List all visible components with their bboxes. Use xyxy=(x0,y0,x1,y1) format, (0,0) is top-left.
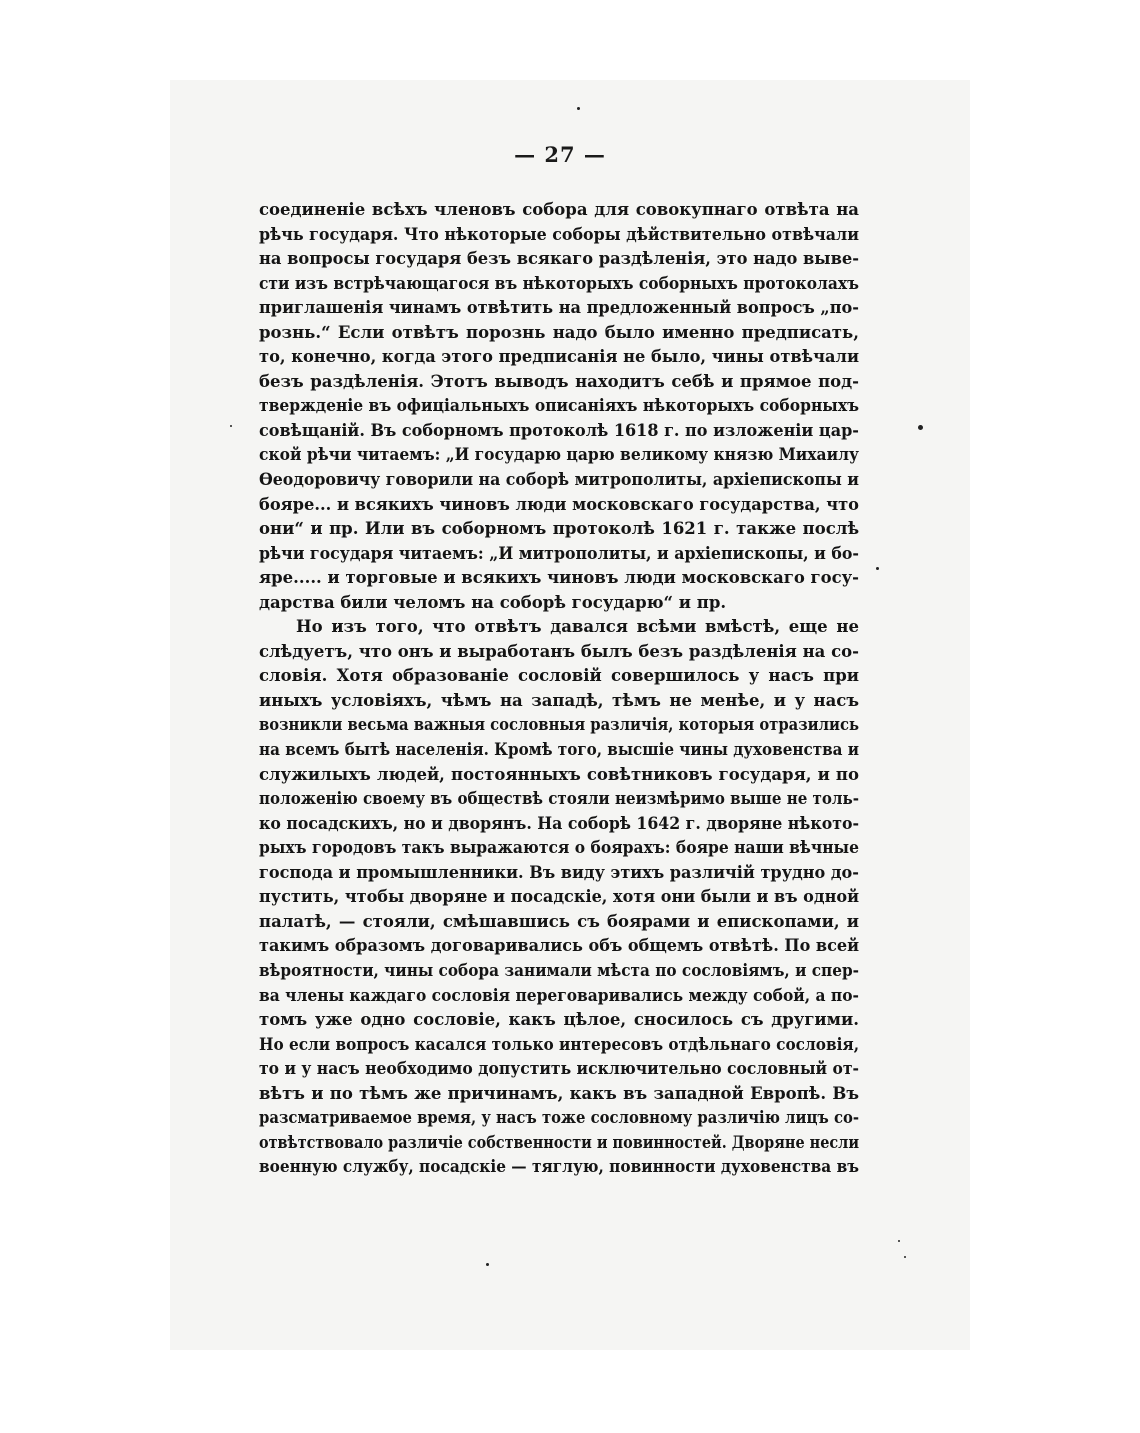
text-line: положенію своему въ обществѣ стояли неизмѣримо выше не толь- xyxy=(259,789,860,809)
body-text xyxy=(259,198,859,1180)
text-line: отвѣтствовало различіе собственности и повинностей. Дворяне несли xyxy=(259,1132,860,1152)
page-number: — 27 — xyxy=(514,142,606,167)
text-line: господа и промышленники. Въ виду этихъ различій трудно до- xyxy=(259,862,859,882)
text-line: сти изъ встрѣчающагося въ нѣкоторыхъ соборныхъ протоколахъ xyxy=(259,273,860,293)
text-line: ской рѣчи читаемъ: „И государю царю великому князю Михаилу xyxy=(259,445,859,465)
text-line: совѣщаній. Въ соборномъ протоколѣ 1618 г. по изложеніи цар- xyxy=(259,420,859,440)
text-line: рыхъ городовъ такъ выражаются о боярахъ: бояре наши вѣчные xyxy=(259,838,859,858)
text-line: такимъ образомъ договаривались объ общемъ отвѣтѣ. По всей xyxy=(259,936,859,956)
text-line: яре..... и торговые и всякихъ чиновъ люди московскаго госу- xyxy=(259,568,859,588)
text-line: словія. Хотя образованіе сословій совершилось у насъ при xyxy=(259,666,859,686)
text-line: вѣтъ и по тѣмъ же причинамъ, какъ въ западной Европѣ. Въ xyxy=(259,1083,859,1103)
text-line: рознь.“ Если отвѣтъ порознь надо было именно предписать, xyxy=(259,322,859,342)
text-line: Ѳеодоровичу говорили на соборѣ митрополиты, архіепископы и xyxy=(259,470,859,490)
scan-speck xyxy=(904,1256,906,1258)
scan-speck xyxy=(876,567,879,570)
scan-speck xyxy=(898,1240,900,1242)
text-line: Но если вопросъ касался только интересовъ отдѣльнаго сословія, xyxy=(259,1034,860,1054)
text-line: то, конечно, когда этого предписанія не было, чины отвѣчали xyxy=(259,347,860,367)
text-line: то и у насъ необходимо допустить исключительно сословный от- xyxy=(259,1059,860,1079)
text-line: слѣдуетъ, что онъ и выработанъ былъ безъ раздѣленія на со- xyxy=(259,641,860,661)
text-line: Но изъ того, что отвѣтъ давался всѣми вмѣстѣ, еще не xyxy=(296,617,859,637)
text-line: палатѣ, — стояли, смѣшавшись съ боярами и епископами, и xyxy=(259,911,860,931)
text-line: на всемъ бытѣ населенія. Кромѣ того, высшіе чины духовенства и xyxy=(259,740,859,760)
scan-speck xyxy=(918,425,923,430)
text-line: на вопросы государя безъ всякаго раздѣленія, это надо выве- xyxy=(259,249,860,269)
text-line: бояре... и всякихъ чиновъ люди московскаго государства, что xyxy=(259,494,859,514)
text-line: соединеніе всѣхъ членовъ собора для совокупнаго отвѣта на xyxy=(259,200,859,219)
text-line: ва члены каждаго сословія переговаривались между собой, а по- xyxy=(259,985,859,1005)
text-line: ко посадскихъ, но и дворянъ. На соборѣ 1642 г. дворяне нѣкото- xyxy=(259,813,860,833)
text-line: они“ и пр. Или въ соборномъ протоколѣ 1621 г. также послѣ xyxy=(259,519,860,539)
text-line: твержденіе въ офиціальныхъ описаніяхъ нѣкоторыхъ соборныхъ xyxy=(259,396,860,416)
scan-speck xyxy=(577,107,580,110)
text-line: служилыхъ людей, постоянныхъ совѣтниковъ государя, и по xyxy=(259,764,859,784)
text-line: возникли весьма важныя сословныя различія, которыя отразились xyxy=(259,715,860,735)
scan-speck xyxy=(230,425,232,427)
text-line: томъ уже одно сословіе, какъ цѣлое, сносилось съ другими. xyxy=(259,1010,859,1030)
text-line: рѣчь государя. Что нѣкоторые соборы дѣйствительно отвѣчали xyxy=(259,224,859,244)
text-line: дарства били челомъ на соборѣ государю“ и пр. xyxy=(259,592,727,612)
text-line: приглашенія чинамъ отвѣтить на предложенный вопросъ „по- xyxy=(259,298,859,318)
text-line: рѣчи государя читаемъ: „И митрополиты, и архіепископы, и бо- xyxy=(259,543,859,563)
text-line: разсматриваемое время, у насъ тоже сословному различію лицъ со- xyxy=(259,1108,860,1128)
scan-speck xyxy=(486,1263,489,1266)
text-line: иныхъ условіяхъ, чѣмъ на западѣ, тѣмъ не менѣе, и у насъ xyxy=(259,690,859,710)
text-line: пустить, чтобы дворяне и посадскіе, хотя они были и въ одной xyxy=(259,887,860,907)
text-line: военную службу, посадскіе — тяглую, повинности духовенства въ xyxy=(259,1157,859,1177)
text-line: вѣроятности, чины собора занимали мѣста по сословіямъ, и спер- xyxy=(259,960,859,980)
text-line: безъ раздѣленія. Этотъ выводъ находитъ себѣ и прямое под- xyxy=(259,371,860,391)
